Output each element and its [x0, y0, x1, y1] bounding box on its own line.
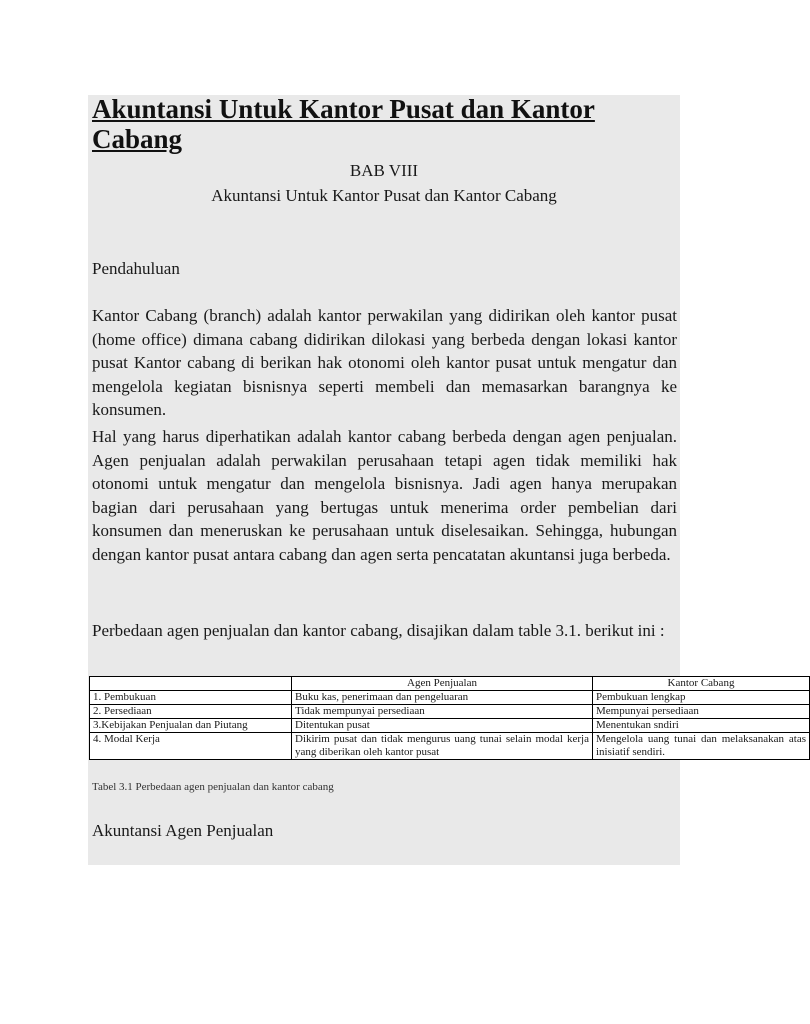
table-header-cell: Agen Penjualan [292, 677, 593, 691]
table-row [90, 691, 810, 705]
chapter-label: BAB VIII [349, 161, 419, 180]
table-cell: Dikirim pusat dan tidak mengurus uang tunai selain modal kerja yang diberikan oleh kantor pusat [292, 733, 593, 760]
chapter-subtitle: Akuntansi Untuk Kantor Pusat dan Kantor Cabang [211, 186, 557, 205]
table-caption: Tabel 3.1 Perbedaan agen penjualan dan kantor cabang [92, 781, 334, 793]
table-header-cell [90, 677, 292, 691]
table-cell: 3.Kebijakan Penjualan dan Piutang [90, 719, 292, 733]
paragraph-table-intro: Perbedaan agen penjualan dan kantor cabang, disajikan dalam table 3.1. berikut ini : [92, 621, 665, 640]
table-cell: 1. Pembukuan [90, 691, 292, 705]
table-cell: 4. Modal Kerja [90, 733, 292, 760]
section-heading-pendahuluan: Pendahuluan [92, 259, 180, 278]
table-cell: Menentukan sndiri [593, 719, 810, 733]
table-cell: Ditentukan pusat [292, 719, 593, 733]
table-cell: Mempunyai persediaan [593, 705, 810, 719]
table-header-row [90, 677, 810, 691]
table-cell: Mengelola uang tunai dan melaksanakan atas inisiatif sendiri. [593, 733, 810, 760]
table-header-cell: Kantor Cabang [593, 677, 810, 691]
table-cell: Tidak mempunyai persediaan [292, 705, 593, 719]
table-row [90, 733, 810, 760]
table-cell: Buku kas, penerimaan dan pengeluaran [292, 691, 593, 705]
paragraph-agent-vs-branch: Hal yang harus diperhatikan adalah kantor cabang berbeda dengan agen penjualan. Agen penjualan adalah perwakilan perusahaan tetapi agen tidak memiliki hak otonomi untuk mengatur dan mengelola bisnisnya. Jadi agen hanya merupakan bagian dari perusahaan yang bertugas untuk menerima order pembelian dari konsumen dan meneruskan ke perusahaan untuk diselesaikan. Sehingga, hubungan dengan kantor pusat antara cabang dan agen serta pencatatan akuntansi juga berbeda. [92, 427, 677, 564]
section-heading-agen-penjualan: Akuntansi Agen Penjualan [92, 821, 274, 840]
table-row [90, 705, 810, 719]
table-row [90, 719, 810, 733]
table-cell: Pembukuan lengkap [593, 691, 810, 705]
paragraph-branch-definition: Kantor Cabang (branch) adalah kantor perwakilan yang didirikan oleh kantor pusat (home office) dimana cabang didirikan dilokasi yang berbeda dengan lokasi kantor pusat Kantor cabang di berikan hak otonomi oleh kantor pusat untuk mengatur dan mengelola kegiatan bisnisnya seperti membeli dan memasarkan barangnya ke konsumen. [92, 306, 677, 419]
comparison-table [89, 676, 810, 760]
document-title: Akuntansi Untuk Kantor Pusat dan Kantor Cabang [92, 94, 595, 154]
table-cell: 2. Persediaan [90, 705, 292, 719]
